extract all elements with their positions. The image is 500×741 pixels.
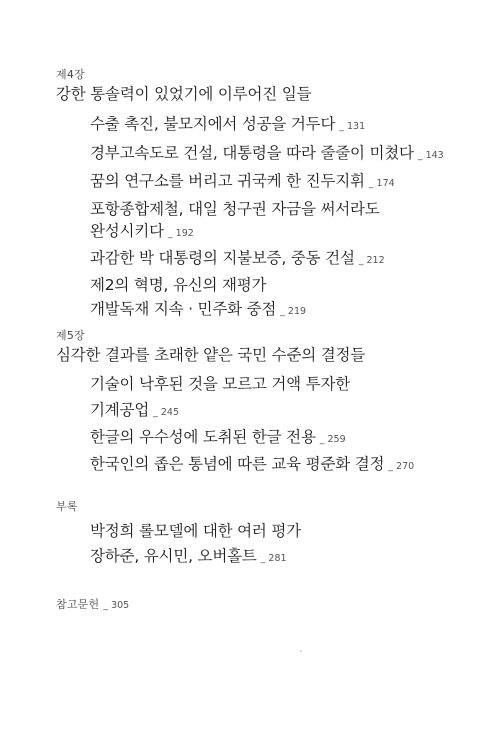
page-number: _ 305 [103, 600, 130, 611]
entry-title-line2: 완성시키다 [90, 222, 164, 240]
chapter-4-label: 제4장 [56, 68, 85, 81]
references-label: 참고문헌 [56, 598, 100, 611]
paper-speck [300, 650, 302, 652]
entry-title: 기술이 낙후된 것을 모르고 거액 투자한 [90, 375, 351, 393]
entry-title: 수출 촉진, 불모지에서 성공을 거두다 [90, 115, 336, 133]
page-number: _ 131 [339, 121, 366, 132]
page-number: _ 245 [153, 407, 179, 418]
toc-entry [90, 273, 266, 295]
toc-entry [90, 246, 385, 268]
page-number: _ 192 [167, 228, 194, 239]
toc-entry-continued [90, 219, 194, 241]
toc-entry [90, 452, 414, 474]
entry-title: 꿈의 연구소를 버리고 귀국케 한 진두지휘 [90, 172, 365, 190]
entry-title: 제2의 혁명, 유신의 재평가 [90, 276, 267, 294]
entry-title: 박정희 롤모델에 대한 여러 평가 [90, 522, 301, 540]
entry-title: 한국인의 좁은 통념에 따른 교육 평준화 결정 [90, 455, 385, 473]
page-number: _ 174 [368, 178, 395, 189]
page-number: _ 259 [319, 434, 346, 445]
toc-entry [90, 519, 301, 541]
page-number: _ 143 [417, 150, 444, 161]
toc-entry [90, 169, 395, 191]
chapter-5-label: 제5장 [56, 329, 85, 342]
chapter-4-title: 강한 통솔력이 있었기에 이루어진 일들 [56, 85, 312, 103]
toc-entry [90, 197, 380, 219]
toc-entry-continued [90, 544, 287, 566]
entry-title: 포항종합제철, 대일 청구권 자금을 써서라도 [90, 200, 380, 218]
entry-title: 과감한 박 대통령의 지불보증, 중동 건설 [90, 249, 355, 267]
page-number: _ 281 [260, 553, 287, 564]
entry-title-line2: 장하준, 유시민, 오버홀트 [90, 547, 257, 565]
entry-title: 한글의 우수성에 도취된 한글 전용 [90, 428, 316, 446]
toc-entry [90, 141, 444, 163]
page-number: _ 219 [280, 306, 307, 317]
page-number: _ 212 [358, 255, 385, 266]
entry-title: 경부고속도로 건설, 대통령을 따라 줄줄이 미쳤다 [90, 144, 414, 162]
entry-title-line2: 개발독재 지속 · 민주화 중점 [90, 300, 277, 318]
toc-entry [90, 372, 350, 394]
appendix-label: 부록 [56, 500, 78, 513]
toc-entry-continued [90, 297, 306, 319]
toc-entry [90, 112, 365, 134]
references-entry [56, 596, 129, 612]
toc-entry [90, 425, 346, 447]
entry-title-line2: 기계공업 [90, 401, 150, 419]
chapter-5-title: 심각한 결과를 초래한 얕은 국민 수준의 결정들 [56, 346, 366, 364]
page-number: _ 270 [388, 461, 415, 472]
toc-entry-continued [90, 398, 179, 420]
